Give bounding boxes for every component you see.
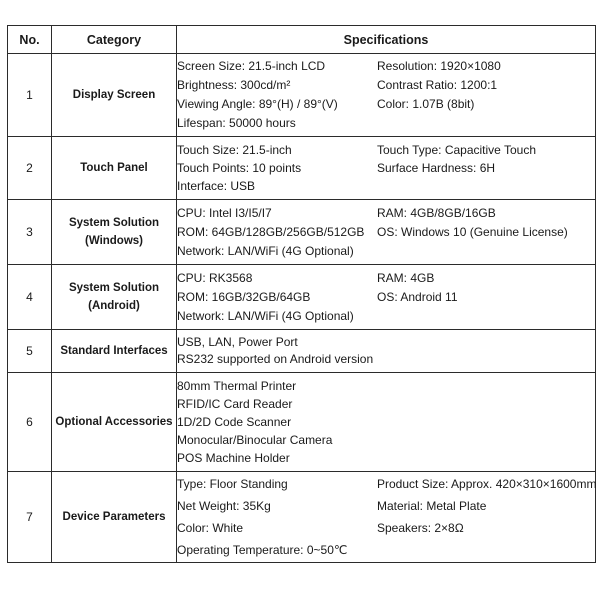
spec-item: OS: Android 11: [377, 289, 458, 304]
spec-item: Network: LAN/WiFi (4G Optional): [177, 308, 354, 323]
header-row: [8, 26, 596, 54]
category-line: System Solution: [68, 282, 160, 294]
spec-item: Screen Size: 21.5-inch LCD: [177, 59, 326, 73]
spec-item: Contrast Ratio: 1200:1: [377, 78, 498, 92]
row-specifications: [177, 373, 596, 472]
row-category: [52, 330, 177, 373]
spec-item: Touch Points: 10 points: [177, 161, 302, 175]
row-specifications: [177, 472, 596, 563]
category-line: Standard Interfaces: [60, 345, 168, 357]
spec-item: Touch Type: Capacitive Touch: [377, 143, 536, 157]
spec-item: Viewing Angle: 89°(H) / 89°(V): [177, 97, 338, 111]
row-specifications: [177, 330, 596, 373]
spec-item: CPU: Intel I3/I5/I7: [177, 205, 272, 220]
row-number: 4: [8, 265, 52, 330]
spec-item: Touch Size: 21.5-inch: [177, 143, 292, 157]
table-row: [8, 373, 596, 472]
spec-item: POS Machine Holder: [177, 451, 290, 465]
spec-item: ROM: 64GB/128GB/256GB/512GB: [177, 224, 365, 239]
row-category: [52, 54, 177, 137]
category-line: Optional Accessories: [55, 416, 173, 428]
row-category: [52, 472, 177, 563]
table-row: [8, 472, 596, 563]
row-specifications: [177, 54, 596, 137]
row-category: [52, 373, 177, 472]
spec-item: [377, 307, 595, 326]
spec-item: RS232 supported on Android version: [177, 352, 374, 366]
spec-item: CPU: RK3568: [177, 270, 253, 285]
spec-item: Color: White: [177, 521, 244, 535]
row-specifications: [177, 200, 596, 265]
category-line: Touch Panel: [80, 162, 148, 174]
table-row: [8, 330, 596, 373]
table-row: [8, 54, 596, 137]
header-category: Category: [52, 26, 177, 54]
row-number: 2: [8, 137, 52, 200]
row-number: 1: [8, 54, 52, 137]
spec-item: Interface: USB: [177, 179, 256, 193]
row-specifications: [177, 137, 596, 200]
spec-item: Network: LAN/WiFi (4G Optional): [177, 243, 354, 258]
spec-item: Lifespan: 50000 hours: [177, 116, 296, 130]
row-category: [52, 265, 177, 330]
spec-item: Speakers: 2×8Ω: [377, 521, 464, 535]
row-number: 6: [8, 373, 52, 472]
row-specifications: [177, 265, 596, 330]
spec-item: [377, 114, 595, 133]
spec-item: [377, 177, 595, 195]
row-category: [52, 200, 177, 265]
category-line: (Windows): [84, 235, 144, 247]
category-line: System Solution: [68, 217, 160, 229]
spec-item: ROM: 16GB/32GB/64GB: [177, 289, 311, 304]
category-line: (Android): [88, 300, 140, 312]
row-number: 3: [8, 200, 52, 265]
category-line: Display Screen: [72, 89, 156, 101]
spec-item: Product Size: Approx. 420×310×1600mm: [377, 477, 597, 491]
spec-item: [377, 539, 596, 561]
spec-item: [377, 242, 595, 261]
spec-item: 80mm Thermal Printer: [177, 379, 297, 393]
spec-item: RFID/IC Card Reader: [177, 397, 293, 411]
spec-item: RAM: 4GB: [377, 270, 435, 285]
category-line: Device Parameters: [62, 511, 166, 523]
spec-item: Monocular/Binocular Camera: [177, 433, 333, 447]
spec-item: Operating Temperature: 0~50℃: [177, 543, 348, 557]
spec-item: Resolution: 1920×1080: [377, 59, 501, 73]
header-specifications: Specifications: [177, 26, 596, 54]
table-row: [8, 137, 596, 200]
specifications-table: [7, 25, 596, 563]
spec-item: USB, LAN, Power Port: [177, 335, 298, 349]
table-row: [8, 265, 596, 330]
row-number: 5: [8, 330, 52, 373]
spec-item: 1D/2D Code Scanner: [177, 415, 292, 429]
spec-item: OS: Windows 10 (Genuine License): [377, 224, 568, 239]
row-category: [52, 137, 177, 200]
row-number: 7: [8, 472, 52, 563]
spec-item: Net Weight: 35Kg: [177, 499, 271, 513]
spec-item: RAM: 4GB/8GB/16GB: [377, 205, 496, 220]
header-no: No.: [8, 26, 52, 54]
spec-item: Material: Metal Plate: [377, 499, 487, 513]
spec-item: Surface Hardness: 6H: [377, 161, 496, 175]
spec-item: Type: Floor Standing: [177, 477, 288, 491]
spec-item: Brightness: 300cd/m²: [177, 78, 291, 92]
spec-item: Color: 1.07B (8bit): [377, 97, 475, 111]
table-row: [8, 200, 596, 265]
